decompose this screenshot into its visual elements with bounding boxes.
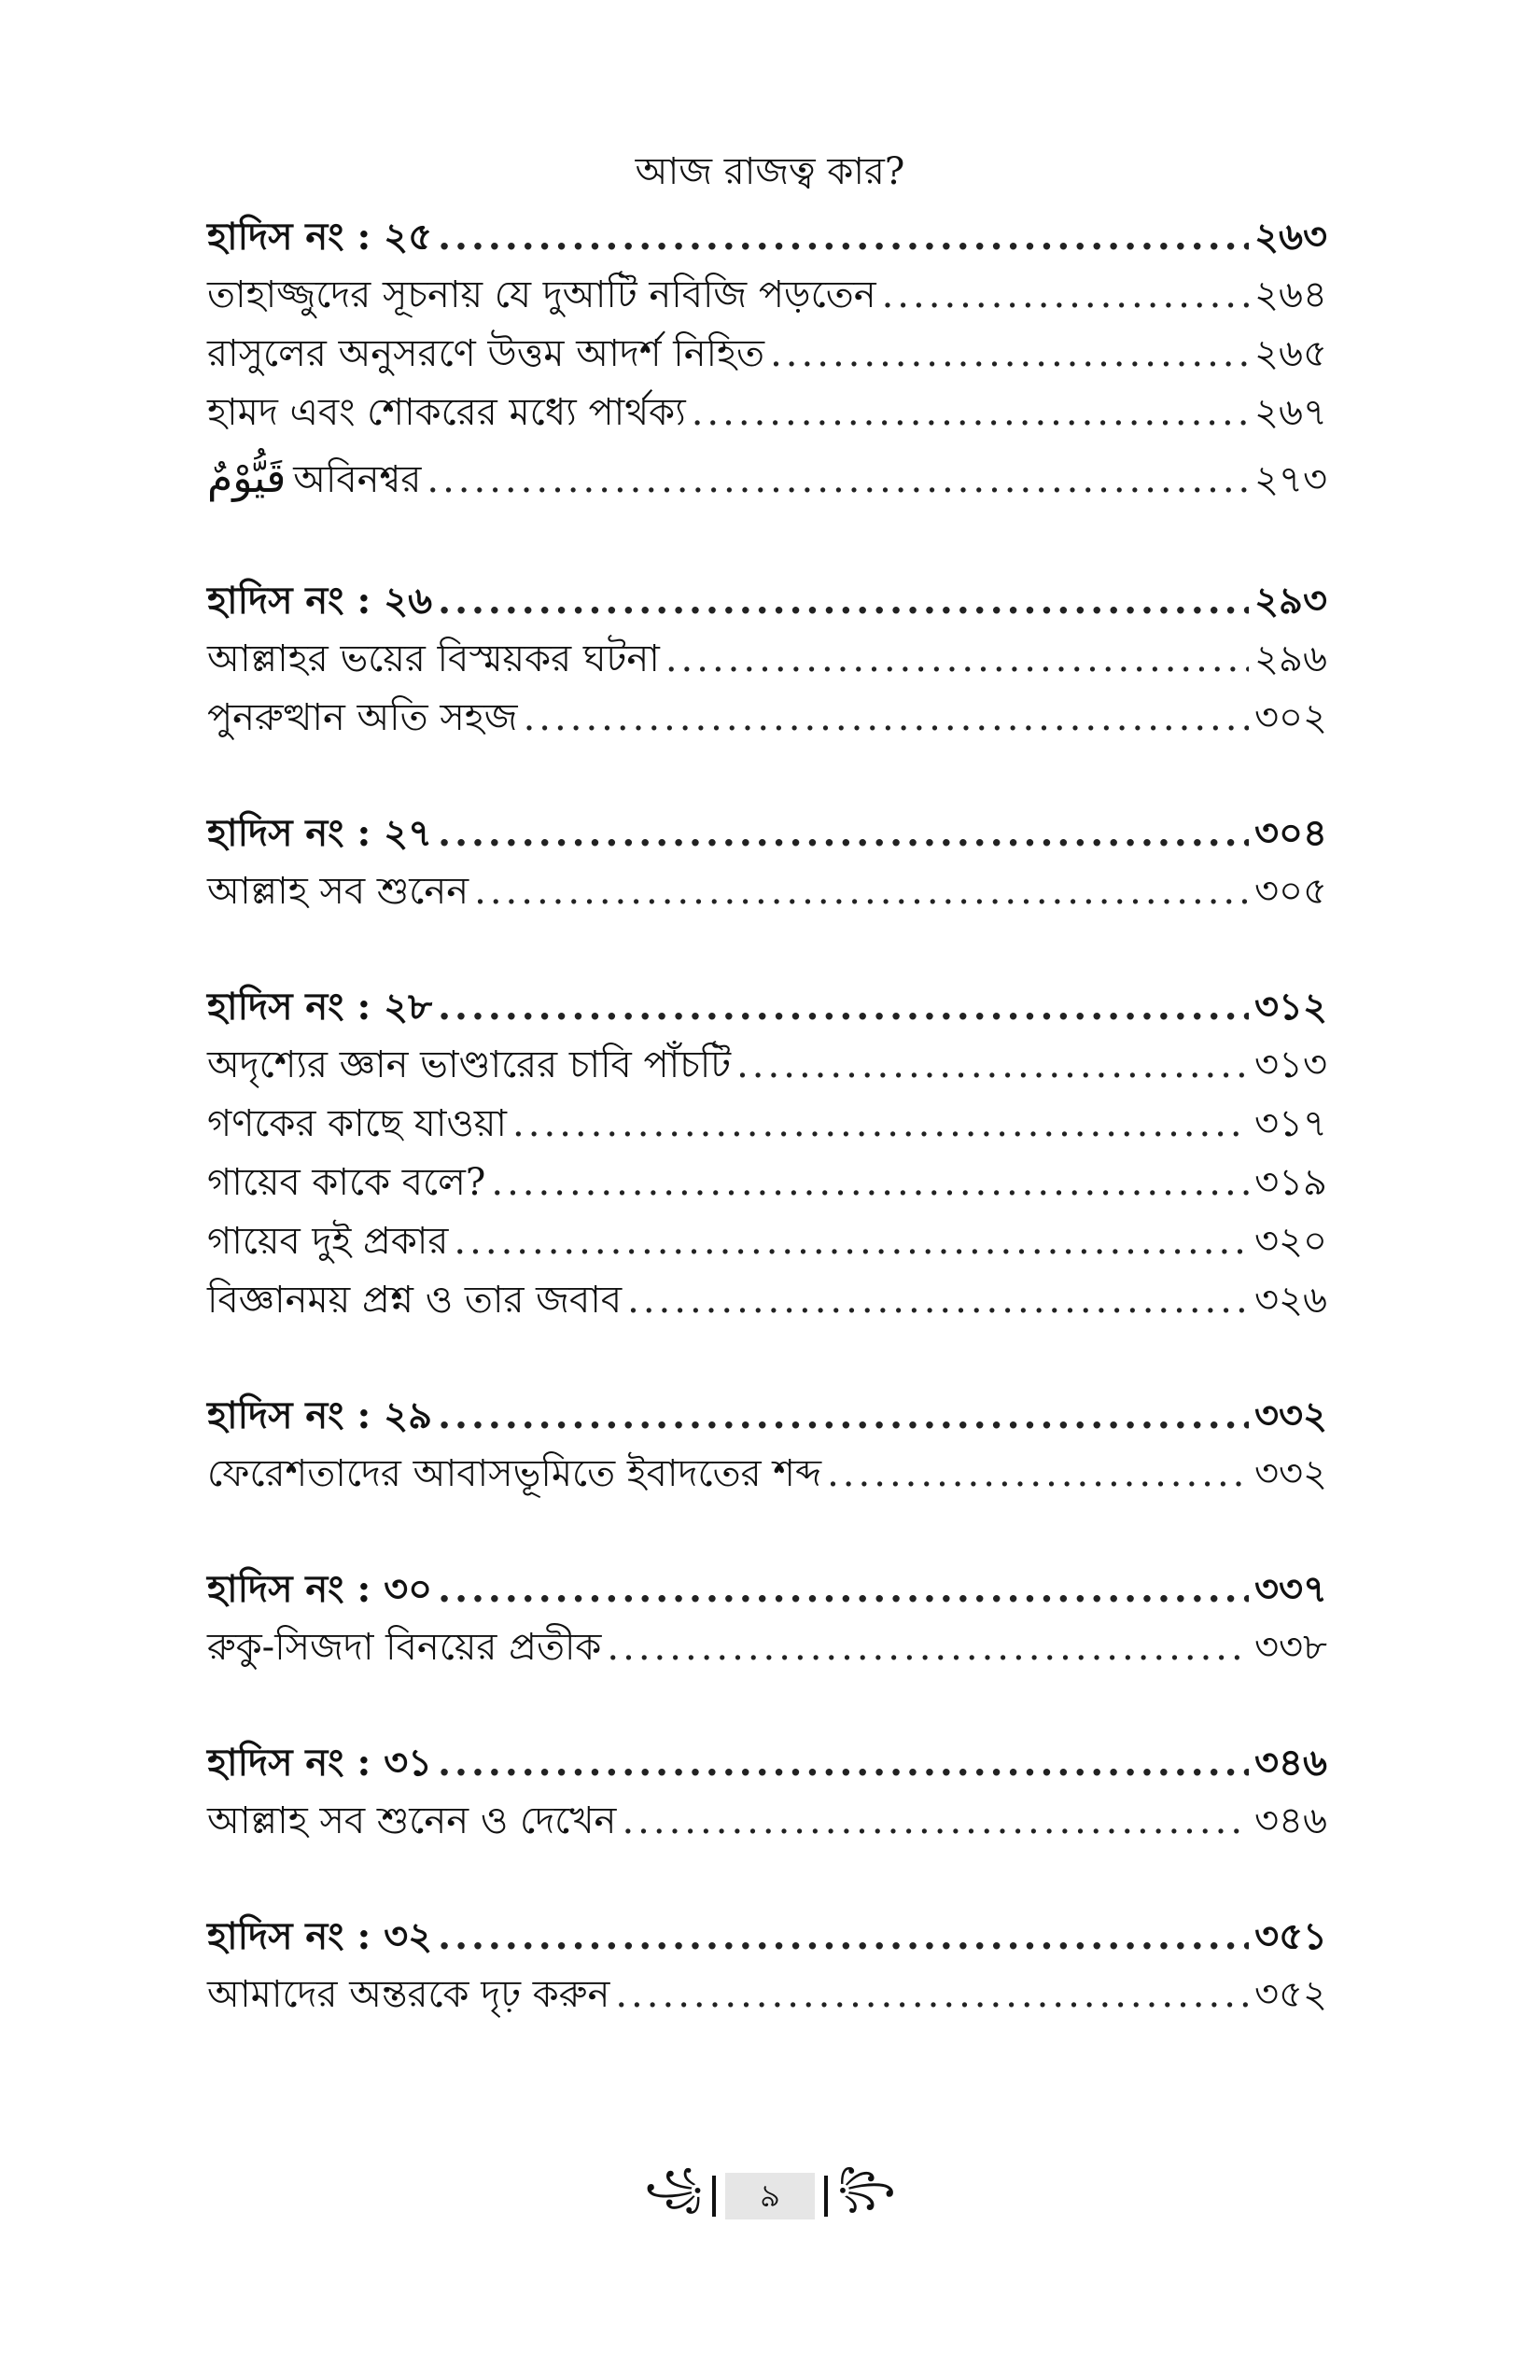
dot-leader — [438, 207, 1249, 266]
toc-entry[interactable] — [207, 689, 1327, 748]
toc-heading-title: হাদিস নং : ৩০ — [207, 1567, 433, 1611]
dot-leader — [438, 977, 1249, 1036]
dot-leader — [770, 325, 1249, 384]
toc-entry[interactable] — [207, 1445, 1327, 1504]
toc-entry-title: বিজ্ঞানময় প্রশ্ন ও তার জবাব — [207, 1279, 623, 1322]
dot-leader — [622, 1792, 1249, 1851]
toc-section — [207, 977, 1327, 1330]
dot-leader — [438, 804, 1249, 862]
dot-leader — [438, 1733, 1249, 1792]
toc-section — [207, 207, 1327, 515]
toc-heading[interactable] — [207, 804, 1327, 862]
toc-heading-title: হাদিস নং : ৩২ — [207, 1914, 433, 1958]
toc-page-number: ৩২৬ — [1253, 1279, 1327, 1322]
toc-section — [207, 1733, 1327, 1851]
toc-entry-title: গায়েব দুই প্রকার — [207, 1220, 449, 1263]
dot-leader — [438, 1560, 1249, 1618]
dot-leader — [512, 1095, 1249, 1154]
toc-heading-title: হাদিস নং : ৩১ — [207, 1741, 433, 1785]
toc-page-number: ২৬৩ — [1253, 215, 1327, 259]
toc-page-number: ৩৩৮ — [1254, 1626, 1327, 1669]
toc-entry[interactable] — [207, 266, 1327, 325]
dot-leader — [615, 1966, 1249, 2024]
toc-heading[interactable] — [207, 207, 1327, 266]
toc-entry[interactable] — [207, 1154, 1327, 1212]
page-footer — [0, 2158, 1540, 2234]
dot-leader — [474, 862, 1249, 921]
dot-leader — [665, 630, 1249, 689]
toc-entry-title — [207, 442, 421, 516]
toc-entry[interactable] — [207, 862, 1327, 921]
ornament-right-icon: ꧂ — [837, 2166, 896, 2209]
toc-entry[interactable] — [207, 630, 1327, 689]
toc-page-number: ৩০২ — [1253, 696, 1327, 739]
toc-entry-title: ফেরেশতাদের আবাসভূমিতে ইবাদতের শব্দ — [207, 1452, 822, 1495]
toc-page-number: ৩১৩ — [1254, 1043, 1327, 1086]
table-of-contents — [207, 207, 1327, 2080]
dot-leader — [524, 689, 1249, 748]
toc-entry-title: গণকের কাছে যাওয়া — [207, 1102, 508, 1145]
toc-entry-title: আল্লাহ সব শুনেন — [207, 870, 469, 913]
toc-entry-title: আমাদের অন্তরকে দৃঢ় করুন — [207, 1973, 610, 2016]
toc-page-number: ২৯৩ — [1254, 579, 1327, 623]
toc-entry[interactable] — [207, 1618, 1327, 1677]
toc-heading-title: হাদিস নং : ২৫ — [207, 215, 433, 259]
toc-entry-title: অদৃশ্যের জ্ঞান ভাণ্ডারের চাবি পাঁচটি — [207, 1043, 732, 1086]
toc-page-number: ৩১৭ — [1254, 1102, 1327, 1145]
footer-divider — [712, 2176, 716, 2217]
dot-leader — [627, 1271, 1249, 1330]
toc-entry[interactable] — [207, 1095, 1327, 1154]
toc-page-number: ৩৩৭ — [1253, 1567, 1327, 1611]
toc-entry[interactable] — [207, 325, 1327, 384]
toc-entry-title: রাসুলের অনুসরণে উত্তম আদর্শ নিহিত — [207, 332, 765, 375]
toc-section — [207, 571, 1327, 748]
dot-leader — [438, 1386, 1249, 1445]
toc-section — [207, 1907, 1327, 2024]
toc-heading-title: হাদিস নং : ২৭ — [207, 811, 433, 855]
arabic-term: قَيُّوْمٌ — [207, 455, 287, 502]
toc-entry[interactable] — [207, 1036, 1327, 1095]
toc-heading-title: হাদিস নং : ২৮ — [207, 985, 433, 1029]
toc-page-number: ৩০৫ — [1254, 870, 1327, 913]
toc-page-number: ৩১২ — [1254, 985, 1327, 1029]
toc-heading[interactable] — [207, 977, 1327, 1036]
toc-heading-title: হাদিস নং : ২৬ — [207, 579, 433, 623]
toc-section — [207, 804, 1327, 921]
toc-page-number: ৩৫১ — [1254, 1914, 1327, 1958]
toc-heading[interactable] — [207, 1907, 1327, 1966]
dot-leader — [491, 1154, 1249, 1212]
toc-page-number: ২৬৫ — [1254, 332, 1327, 375]
toc-entry[interactable] — [207, 1966, 1327, 2024]
toc-entry[interactable] — [207, 442, 1327, 515]
toc-entry-title: গায়েব কাকে বলে? — [207, 1161, 486, 1204]
toc-heading[interactable] — [207, 1386, 1327, 1445]
toc-page-number: ৩০৪ — [1254, 811, 1327, 855]
dot-leader — [607, 1618, 1249, 1677]
toc-section — [207, 1560, 1327, 1677]
toc-entry-title: আল্লাহর ভয়ের বিস্ময়কর ঘটনা — [207, 637, 660, 680]
dot-leader — [438, 1907, 1249, 1966]
dot-leader — [692, 384, 1249, 442]
toc-heading-title: হাদিস নং : ২৯ — [207, 1393, 433, 1437]
dot-leader — [736, 1036, 1249, 1095]
running-head: আজ রাজত্ব কার? — [635, 150, 905, 193]
ornament-left-icon: ꧁ — [644, 2166, 703, 2209]
toc-page-number: ২৬৭ — [1253, 391, 1327, 434]
page-number: ৯ — [725, 2173, 815, 2219]
dot-leader — [454, 1212, 1249, 1271]
footer-divider — [824, 2176, 828, 2217]
toc-entry-title: আল্লাহ সব শুনেন ও দেখেন — [207, 1799, 617, 1842]
toc-entry-title: তাহাজ্জুদের সূচনায় যে দুআটি নবিজি পড়তেন — [207, 273, 876, 316]
toc-heading[interactable] — [207, 1733, 1327, 1792]
toc-page-number: ২৯৬ — [1254, 637, 1327, 680]
dot-leader — [427, 443, 1249, 516]
dot-leader — [882, 266, 1249, 325]
toc-heading[interactable] — [207, 1560, 1327, 1618]
toc-page-number: ২৬৪ — [1254, 273, 1327, 316]
dot-leader — [827, 1445, 1249, 1504]
toc-page-number: ৩৪৬ — [1254, 1799, 1327, 1842]
toc-heading[interactable] — [207, 571, 1327, 630]
dot-leader — [438, 571, 1249, 630]
toc-page-number: ৩৩২ — [1253, 1393, 1327, 1437]
toc-entry[interactable] — [207, 1792, 1327, 1851]
toc-entry-title-text: অবিনশ্বর — [293, 458, 422, 501]
toc-page-number: ৩৩২ — [1253, 1452, 1327, 1495]
toc-entry-title: পুনরুত্থান অতি সহজ — [207, 696, 518, 739]
toc-page-number: ২৭৩ — [1253, 458, 1327, 501]
toc-section — [207, 1386, 1327, 1504]
toc-entry-title: রুকু-সিজদা বিনয়ের প্রতীক — [207, 1626, 602, 1669]
toc-entry[interactable] — [207, 1212, 1327, 1271]
toc-entry-title: হামদ এবং শোকরের মধ্যে পার্থক্য — [207, 391, 686, 434]
toc-entry[interactable] — [207, 384, 1327, 442]
toc-entry[interactable] — [207, 1271, 1327, 1330]
toc-page-number: ৩২০ — [1253, 1220, 1327, 1263]
toc-page-number: ৩৪৬ — [1254, 1741, 1327, 1785]
toc-page-number: ৩৫২ — [1254, 1973, 1327, 2016]
toc-page-number: ৩১৯ — [1254, 1161, 1327, 1204]
